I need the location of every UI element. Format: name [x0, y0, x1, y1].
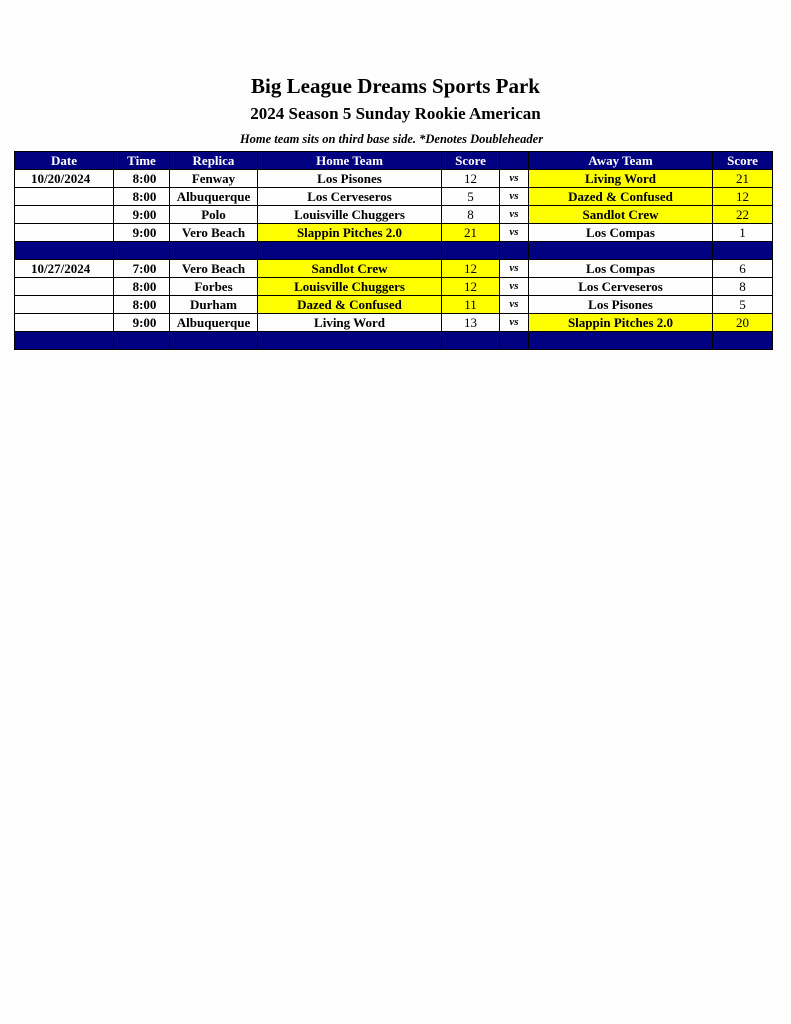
replica-cell: Vero Beach — [170, 260, 258, 278]
page-subtitle: 2024 Season 5 Sunday Rookie American — [250, 104, 541, 123]
date-cell — [15, 314, 114, 332]
date-cell — [15, 224, 114, 242]
separator-cell — [170, 332, 258, 350]
home-score-cell: 11 — [442, 296, 500, 314]
replica-cell: Forbes — [170, 278, 258, 296]
column-header-date: Date — [15, 152, 114, 170]
home-team-cell: Los Pisones — [258, 170, 442, 188]
away-team-cell: Dazed & Confused — [529, 188, 713, 206]
column-header-vs — [500, 152, 529, 170]
separator-cell — [713, 242, 773, 260]
table-row — [15, 170, 773, 188]
away-team-cell: Los Cerveseros — [529, 278, 713, 296]
separator-cell — [15, 242, 114, 260]
table-row — [15, 260, 773, 278]
date-cell — [15, 188, 114, 206]
time-cell: 8:00 — [114, 296, 170, 314]
home-team-cell: Los Cerveseros — [258, 188, 442, 206]
separator-cell — [15, 332, 114, 350]
separator-cell — [258, 332, 442, 350]
replica-cell: Durham — [170, 296, 258, 314]
column-header-away-team: Away Team — [529, 152, 713, 170]
separator-cell — [500, 242, 529, 260]
vs-cell: vs — [500, 278, 529, 296]
vs-cell: vs — [500, 206, 529, 224]
table-row — [15, 224, 773, 242]
away-team-cell: Sandlot Crew — [529, 206, 713, 224]
home-score-cell: 13 — [442, 314, 500, 332]
separator-cell — [258, 242, 442, 260]
separator-cell — [500, 332, 529, 350]
home-team-cell: Slappin Pitches 2.0 — [258, 224, 442, 242]
schedule-body — [15, 170, 773, 350]
replica-cell: Vero Beach — [170, 224, 258, 242]
time-cell: 8:00 — [114, 188, 170, 206]
away-score-cell: 5 — [713, 296, 773, 314]
separator-cell — [114, 332, 170, 350]
time-cell: 8:00 — [114, 278, 170, 296]
table-row — [15, 278, 773, 296]
table-row — [15, 188, 773, 206]
away-score-cell: 21 — [713, 170, 773, 188]
vs-cell: vs — [500, 224, 529, 242]
separator-cell — [713, 332, 773, 350]
date-cell: 10/27/2024 — [15, 260, 114, 278]
separator-cell — [529, 242, 713, 260]
home-team-cell: Living Word — [258, 314, 442, 332]
schedule-note: Home team sits on third base side. *Denotes Doubleheader — [239, 132, 544, 146]
home-team-cell: Sandlot Crew — [258, 260, 442, 278]
separator-cell — [442, 242, 500, 260]
home-score-cell: 21 — [442, 224, 500, 242]
date-cell: 10/20/2024 — [15, 170, 114, 188]
away-team-cell: Los Compas — [529, 224, 713, 242]
column-header-away-score: Score — [713, 152, 773, 170]
vs-cell: vs — [500, 296, 529, 314]
separator-cell — [170, 242, 258, 260]
time-cell: 7:00 — [114, 260, 170, 278]
home-score-cell: 12 — [442, 170, 500, 188]
vs-cell: vs — [500, 260, 529, 278]
column-header-home-score: Score — [442, 152, 500, 170]
table-row — [15, 314, 773, 332]
replica-cell: Polo — [170, 206, 258, 224]
home-score-cell: 12 — [442, 278, 500, 296]
vs-cell: vs — [500, 314, 529, 332]
date-cell — [15, 296, 114, 314]
date-cell — [15, 206, 114, 224]
separator-row — [15, 332, 773, 350]
vs-cell: vs — [500, 170, 529, 188]
home-team-cell: Dazed & Confused — [258, 296, 442, 314]
replica-cell: Fenway — [170, 170, 258, 188]
date-cell — [15, 278, 114, 296]
time-cell: 8:00 — [114, 170, 170, 188]
table-row — [15, 206, 773, 224]
separator-row — [15, 242, 773, 260]
home-score-cell: 8 — [442, 206, 500, 224]
table-header-row — [15, 152, 773, 170]
column-header-replica: Replica — [170, 152, 258, 170]
replica-cell: Albuquerque — [170, 314, 258, 332]
time-cell: 9:00 — [114, 206, 170, 224]
separator-cell — [442, 332, 500, 350]
column-header-time: Time — [114, 152, 170, 170]
away-team-cell: Los Compas — [529, 260, 713, 278]
separator-cell — [529, 332, 713, 350]
away-score-cell: 20 — [713, 314, 773, 332]
away-score-cell: 12 — [713, 188, 773, 206]
schedule-table — [14, 151, 773, 350]
page-title: Big League Dreams Sports Park — [251, 74, 540, 98]
table-row — [15, 296, 773, 314]
home-team-cell: Louisville Chuggers — [258, 278, 442, 296]
home-team-cell: Louisville Chuggers — [258, 206, 442, 224]
away-team-cell: Living Word — [529, 170, 713, 188]
away-team-cell: Los Pisones — [529, 296, 713, 314]
time-cell: 9:00 — [114, 314, 170, 332]
away-score-cell: 1 — [713, 224, 773, 242]
away-score-cell: 22 — [713, 206, 773, 224]
away-score-cell: 8 — [713, 278, 773, 296]
column-header-home-team: Home Team — [258, 152, 442, 170]
time-cell: 9:00 — [114, 224, 170, 242]
vs-cell: vs — [500, 188, 529, 206]
home-score-cell: 12 — [442, 260, 500, 278]
replica-cell: Albuquerque — [170, 188, 258, 206]
home-score-cell: 5 — [442, 188, 500, 206]
separator-cell — [114, 242, 170, 260]
away-team-cell: Slappin Pitches 2.0 — [529, 314, 713, 332]
away-score-cell: 6 — [713, 260, 773, 278]
